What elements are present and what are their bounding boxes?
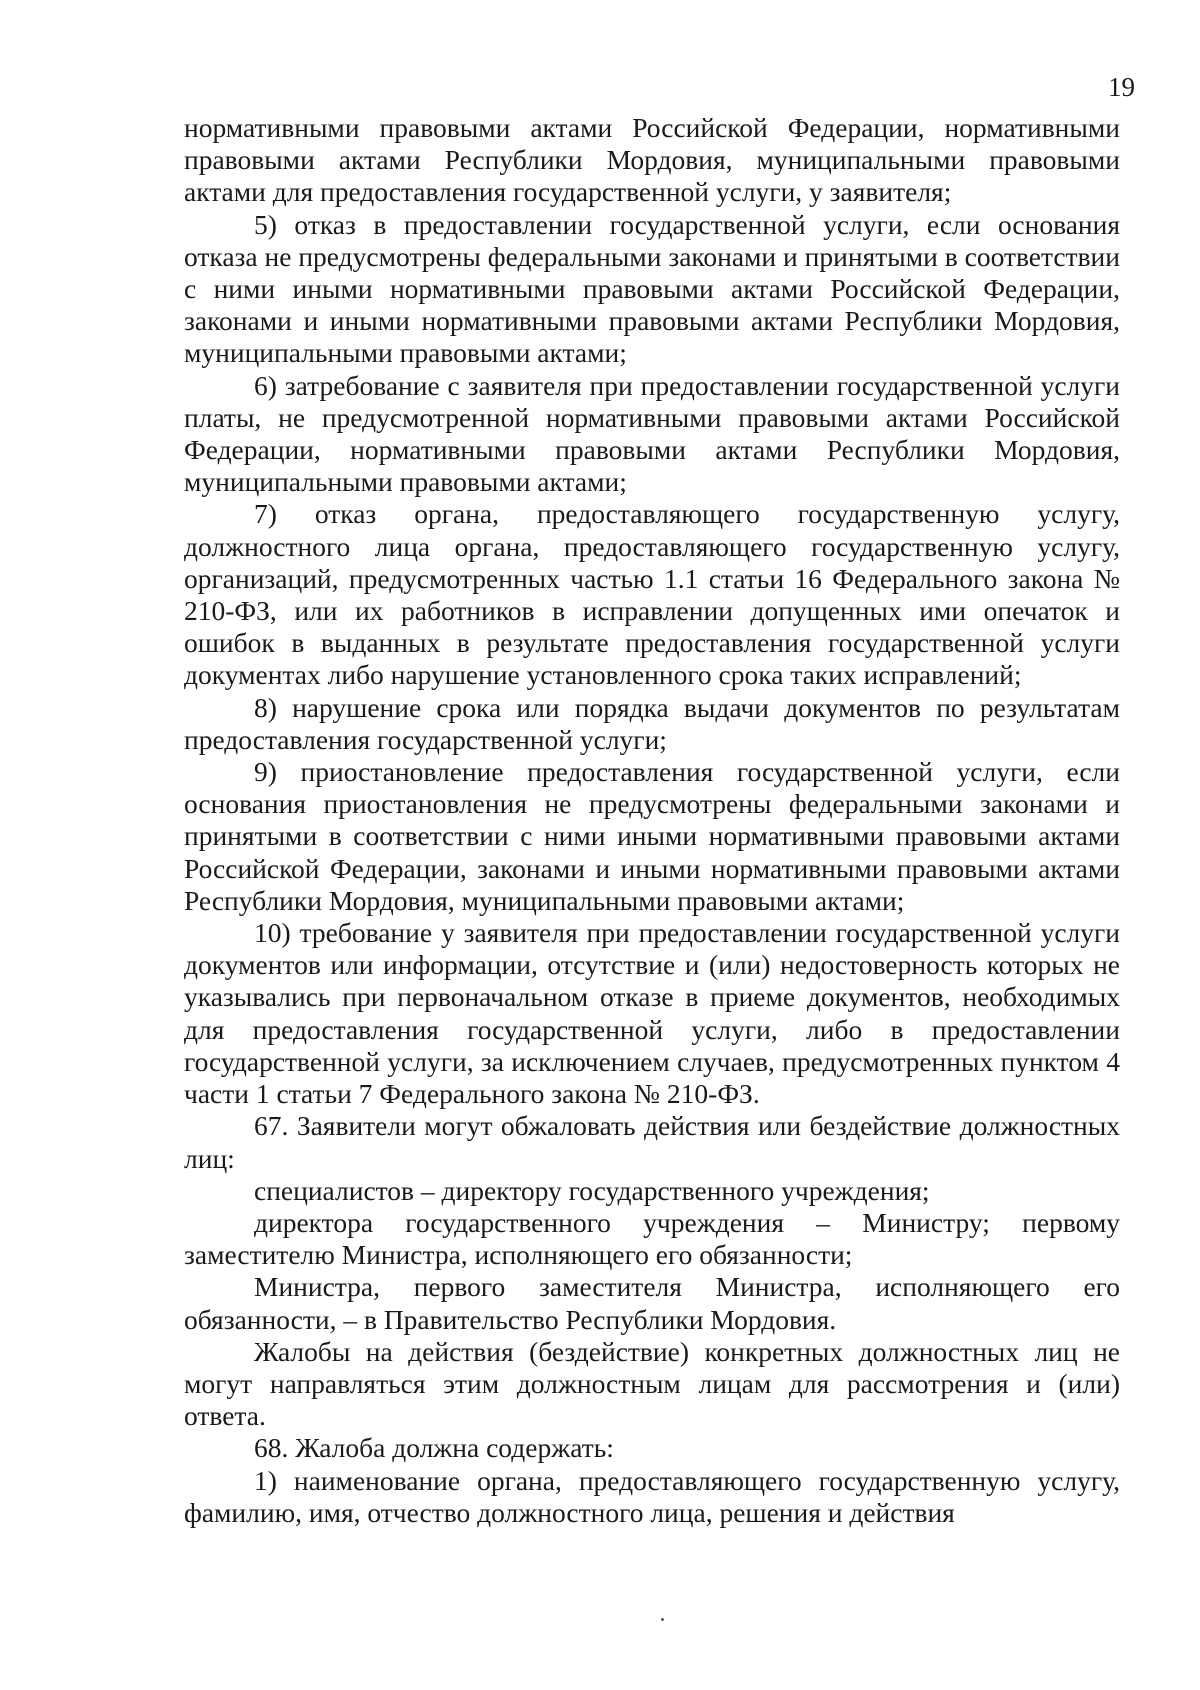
document-body bbox=[184, 112, 1120, 1529]
paragraph-section-67: 67. Заявители могут обжаловать действия или бездействие должностных лиц: bbox=[184, 1110, 1120, 1174]
paragraph-item-9: 9) приостановление предоставления государственной услуги, если основания приостановления не предусмотрены федеральными законами и принятыми в соответствии с ними иными нормативными правовыми актами Российской Федерации, законами и иными нормативными правовыми актами Республики Мордовия, муниципальными правовыми актами; bbox=[184, 756, 1120, 916]
paragraph-appeal-director: директора государственного учреждения – Министру; первому заместителю Министра, исполняющего его обязанности; bbox=[184, 1206, 1120, 1271]
paragraph-item-8: 8) нарушение срока или порядка выдачи документов по результатам предоставления государственной услуги; bbox=[184, 691, 1120, 755]
paragraph-item-5: 5) отказ в предоставлении государственной услуги, если основания отказа не предусмотрены федеральными законами и принятыми в соответствии с ними иными нормативными правовыми актами Российской Федерации, законами и иными нормативными правовыми актами Республики Мордовия, муниципальными правовыми актами; bbox=[184, 208, 1120, 369]
paragraph-appeal-minister: Министра, первого заместителя Министра, исполняющего его обязанности, – в Правительство Республики Мордовия. bbox=[184, 1271, 1120, 1335]
paragraph-item-7: 7) отказ органа, предоставляющего государственную услугу, должностного лица органа, предоставляющего государственную услугу, организаций, предусмотренных частью 1.1 статьи 16 Федерального закона № 210-ФЗ, или их работников в исправлении допущенных ими опечаток и ошибок в выданных в результате предоставления государственной услуги документах либо нарушение установленного срока таких исправлений; bbox=[184, 498, 1120, 691]
paragraph-complaint-item-1: 1) наименование органа, предоставляющего государственную услугу, фамилию, имя, отчество должностного лица, решения и действия bbox=[184, 1464, 1120, 1528]
paragraph-item-10: 10) требование у заявителя при предоставлении государственной услуги документов или информации, отсутствие и (или) недостоверность которых не указывались при первоначальном отказе в приеме документов, необходимых для предоставления государственной услуги, либо в предоставлении государственной услуги, за исключением случаев, предусмотренных пунктом 4 части 1 статьи 7 Федерального закона № 210-ФЗ. bbox=[184, 917, 1120, 1110]
paragraph-complaints-note: Жалобы на действия (бездействие) конкретных должностных лиц не могут направляться этим должностным лицам для рассмотрения и (или) ответа. bbox=[184, 1335, 1120, 1432]
page-number: 19 bbox=[1108, 72, 1135, 102]
paragraph-continuation: нормативными правовыми актами Российской Федерации, нормативными правовыми актами Республики Мордовия, муниципальными правовыми актами для предоставления государственной услуги, у заявителя; bbox=[184, 112, 1120, 208]
paragraph-item-6: 6) затребование с заявителя при предоставлении государственной услуги платы, не предусмотренной нормативными правовыми актами Российской Федерации, нормативными правовыми актами Республики Мордовия, муниципальными правовыми актами; bbox=[184, 369, 1120, 498]
paragraph-appeal-specialists: специалистов – директору государственного учреждения; bbox=[254, 1174, 930, 1206]
scan-speck bbox=[661, 1618, 664, 1621]
paragraph-section-68: 68. Жалоба должна содержать: bbox=[254, 1432, 614, 1464]
